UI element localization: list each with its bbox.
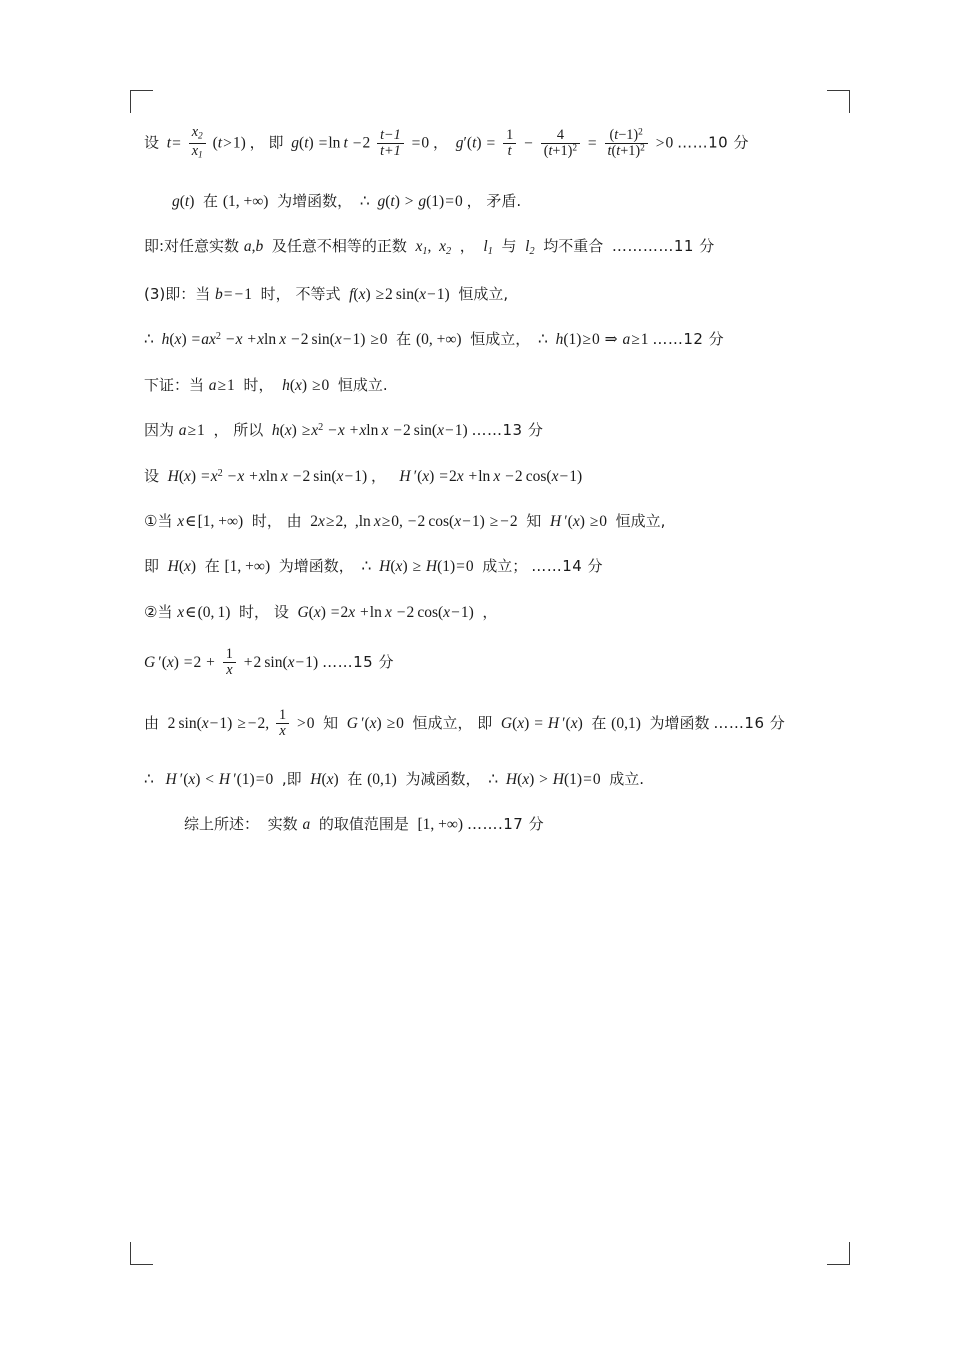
score-note-15: ……15 分 (322, 653, 394, 672)
solution-line-11: ②当 x∈(0, 1) 时， 设 G(x) =2x +ln x −2 cos(x−1) ， (144, 602, 498, 621)
solution-line-7: 因为 a≥1 ， 所以 $h(x) \ge x^2 -x +xln$ x −2 sin(x−1) ……13 分 (144, 421, 544, 440)
solution-line-10: 即 H(x) 在 [1, +∞) 为增函数， ∴ H(x) ≥ H(1)=0 成立； ……14 分 (144, 557, 604, 576)
solution-line-1: 设 t= $\frac{x_2}{x_1}$ (t>1) ， 即 g(t) =ln t −2 $\frac{t-1}{t+1}$ =0 ， g′(t) = $\frac{1}{t}$ − $\frac{4}{(t+1)^2}$ = $\frac{(t-1)^2}{t(t+1)^2}$ >0 ……10 分 (144, 124, 749, 161)
solution-line-15-conclusion: 综上所述： 实数 a 的取值范围是 [1, +∞) …….17 分 (184, 815, 545, 834)
crop-mark-top-left (130, 90, 153, 113)
crop-mark-bottom-right (827, 1242, 850, 1265)
solution-line-12: G ′(x) =2 + $\frac{1}{x}$ +2 sin(x−1) ……15 分 (144, 646, 394, 679)
solution-line-9: ①当 x∈[1, +∞) 时， 由 2x≥2, ,ln x≥0, −2 cos(x−1) ≥ −2 知 H ′(x) ≥0 恒成立, (144, 511, 666, 530)
conclusion-prefix: 综上所述： (184, 815, 260, 834)
score-note-12: ……12 分 (652, 330, 725, 349)
solution-line-14: ∴ H ′(x) < H ′(1)=0 ,即 H(x) 在 (0,1) 为减函数， ∴ H(x) > H(1)=0 成立. (144, 769, 644, 788)
solution-line-3: 即:对任意实数 a,b 及任意不相等的正数 $x_1$, $x_2$ ， $l_1$ 与 $l_2$ 均不重合 …………11 分 (144, 237, 715, 258)
score-note-10: ……10 分 (677, 133, 749, 152)
document-body (144, 126, 844, 861)
score-note-11: …………11 分 (611, 237, 715, 256)
solution-line-4: (3)即：当 b= −1 时， 不等式 f(x) ≥2 sin(x−1) 恒成立, (144, 285, 509, 304)
score-note-14: ……14 分 (531, 557, 604, 576)
crop-mark-bottom-left (130, 1242, 153, 1265)
crop-mark-top-right (827, 90, 850, 113)
solution-line-2: g(t) 在 (1, +∞) 为增函数， ∴ g(t) > g(1)=0 ， 矛盾. (172, 192, 522, 210)
score-note-13: ……13 分 (471, 421, 544, 440)
solution-line-5: ∴ $h(x) =ax^2 -x +xln$ x −2 sin(x−1) ≥0 在 (0, +∞) 恒成立， ∴ h(1)≥0 ⇒ a≥1 ……12 分 (144, 330, 725, 349)
solution-line-6: 下证：当 a≥1 时， h(x) ≥0 恒成立. (144, 375, 388, 394)
solution-line-8: 设 $H(x) =x^2 -x +xln$ x −2 sin(x−1) ， H ′(x) =2x +ln x −2 cos(x−1) (144, 466, 583, 485)
solution-line-13: 由 2 sin(x−1) ≥ −2, $\frac{1}{x}$ >0 知 G ′(x) ≥0 恒成立， 即 G(x) = H ′(x) 在 (0,1) 为增函数 ……16 分 (144, 707, 786, 740)
score-note-16: ……16 分 (713, 713, 786, 732)
score-note-17: …….17 分 (466, 815, 545, 834)
